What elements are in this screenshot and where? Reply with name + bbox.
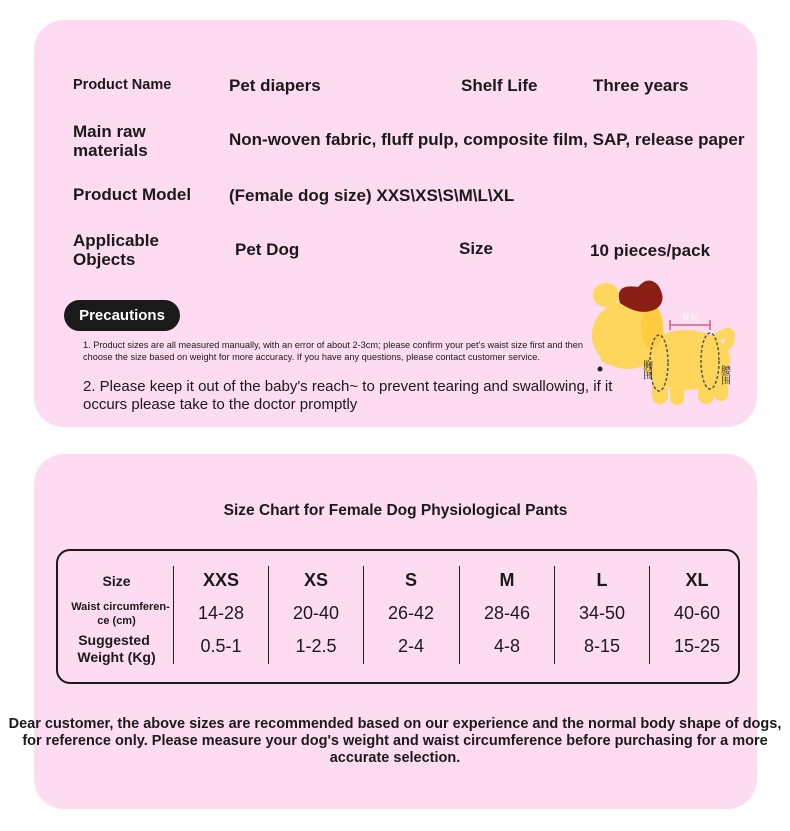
size-chart-title: Size Chart for Female Dog Physiological Pants (223, 502, 568, 519)
waist-cell: 20-40 (292, 603, 340, 623)
size-table (56, 549, 740, 684)
precautions-badge: Precautions (64, 300, 180, 331)
materials-label-line2: materials (73, 141, 148, 160)
size-cell: XL (685, 570, 709, 590)
weight-cell: 8-15 (583, 636, 621, 656)
precaution-note-2: 2. Please keep it out of the baby's reach~ to prevent tearing and swallowing, if it occurs please take to the doctor promptly (83, 378, 613, 413)
weight-cell: 15-25 (673, 636, 721, 656)
size-label: Size (459, 239, 494, 258)
precaution-note-1: 1. Product sizes are all measured manually, with an error of about 2-3cm; please confirm your pet's waist size first and then choose the size based on weight for more accuracy. If you have any questions, please contact customer service. (83, 340, 583, 362)
waist-cell: 26-42 (387, 603, 435, 623)
footer-line-3: accurate selection. (329, 750, 461, 766)
product-name-label: Product Name (73, 77, 172, 93)
size-cell: XXS (202, 570, 240, 590)
materials-label-line1: Main raw (73, 122, 146, 141)
product-name-value: Pet diapers (229, 76, 321, 95)
row-header-weight-line1: Suggested (78, 632, 150, 648)
footer-note (0, 716, 790, 767)
dog-illustration (586, 265, 746, 415)
back-length-label: 背长 (680, 313, 700, 323)
product-info-card (34, 20, 757, 427)
size-value: 10 pieces/pack (590, 241, 711, 260)
waist-cell: 34-50 (578, 603, 626, 623)
size-cell: XS (303, 570, 328, 590)
objects-label-line1: Applicable (73, 231, 159, 250)
materials-value: Non-woven fabric, fluff pulp, composite film, SAP, release paper (229, 130, 745, 149)
waist-cell: 28-46 (483, 603, 531, 623)
weight-cell: 0.5-1 (200, 636, 242, 656)
size-cell: M (499, 570, 515, 590)
row-header-size: Size (102, 573, 131, 589)
weight-cell: 1-2.5 (295, 636, 337, 656)
row-header-weight-line2: Weight (Kg) (77, 649, 156, 665)
shelf-life-label: Shelf Life (461, 76, 538, 95)
footer-line-1: Dear customer, the above sizes are recommended based on our experience and the normal body shape of dogs, (8, 716, 782, 732)
objects-label-line2: Objects (73, 250, 136, 269)
waist-cell: 14-28 (197, 603, 245, 623)
size-cell: L (596, 570, 608, 590)
objects-value: Pet Dog (235, 240, 300, 259)
waist-cell: 40-60 (673, 603, 721, 623)
row-header-waist-line2: ce (cm) (97, 615, 136, 627)
product-model-label: Product Model (73, 185, 192, 204)
chest-label: 胸围 (640, 360, 652, 380)
row-header-waist-line1: Waist circumferen- (71, 601, 170, 613)
waist-label: 腰围 (718, 365, 730, 385)
weight-cell: 4-8 (493, 636, 520, 656)
weight-cell: 2-4 (397, 636, 424, 656)
product-model-value: (Female dog size) XXS\XS\S\M\L\XL (229, 186, 515, 205)
footer-line-2: for reference only. Please measure your dog's weight and waist circumference before purchasing for a more (22, 733, 768, 749)
shelf-life-value: Three years (593, 76, 689, 95)
size-cell: S (404, 570, 417, 590)
